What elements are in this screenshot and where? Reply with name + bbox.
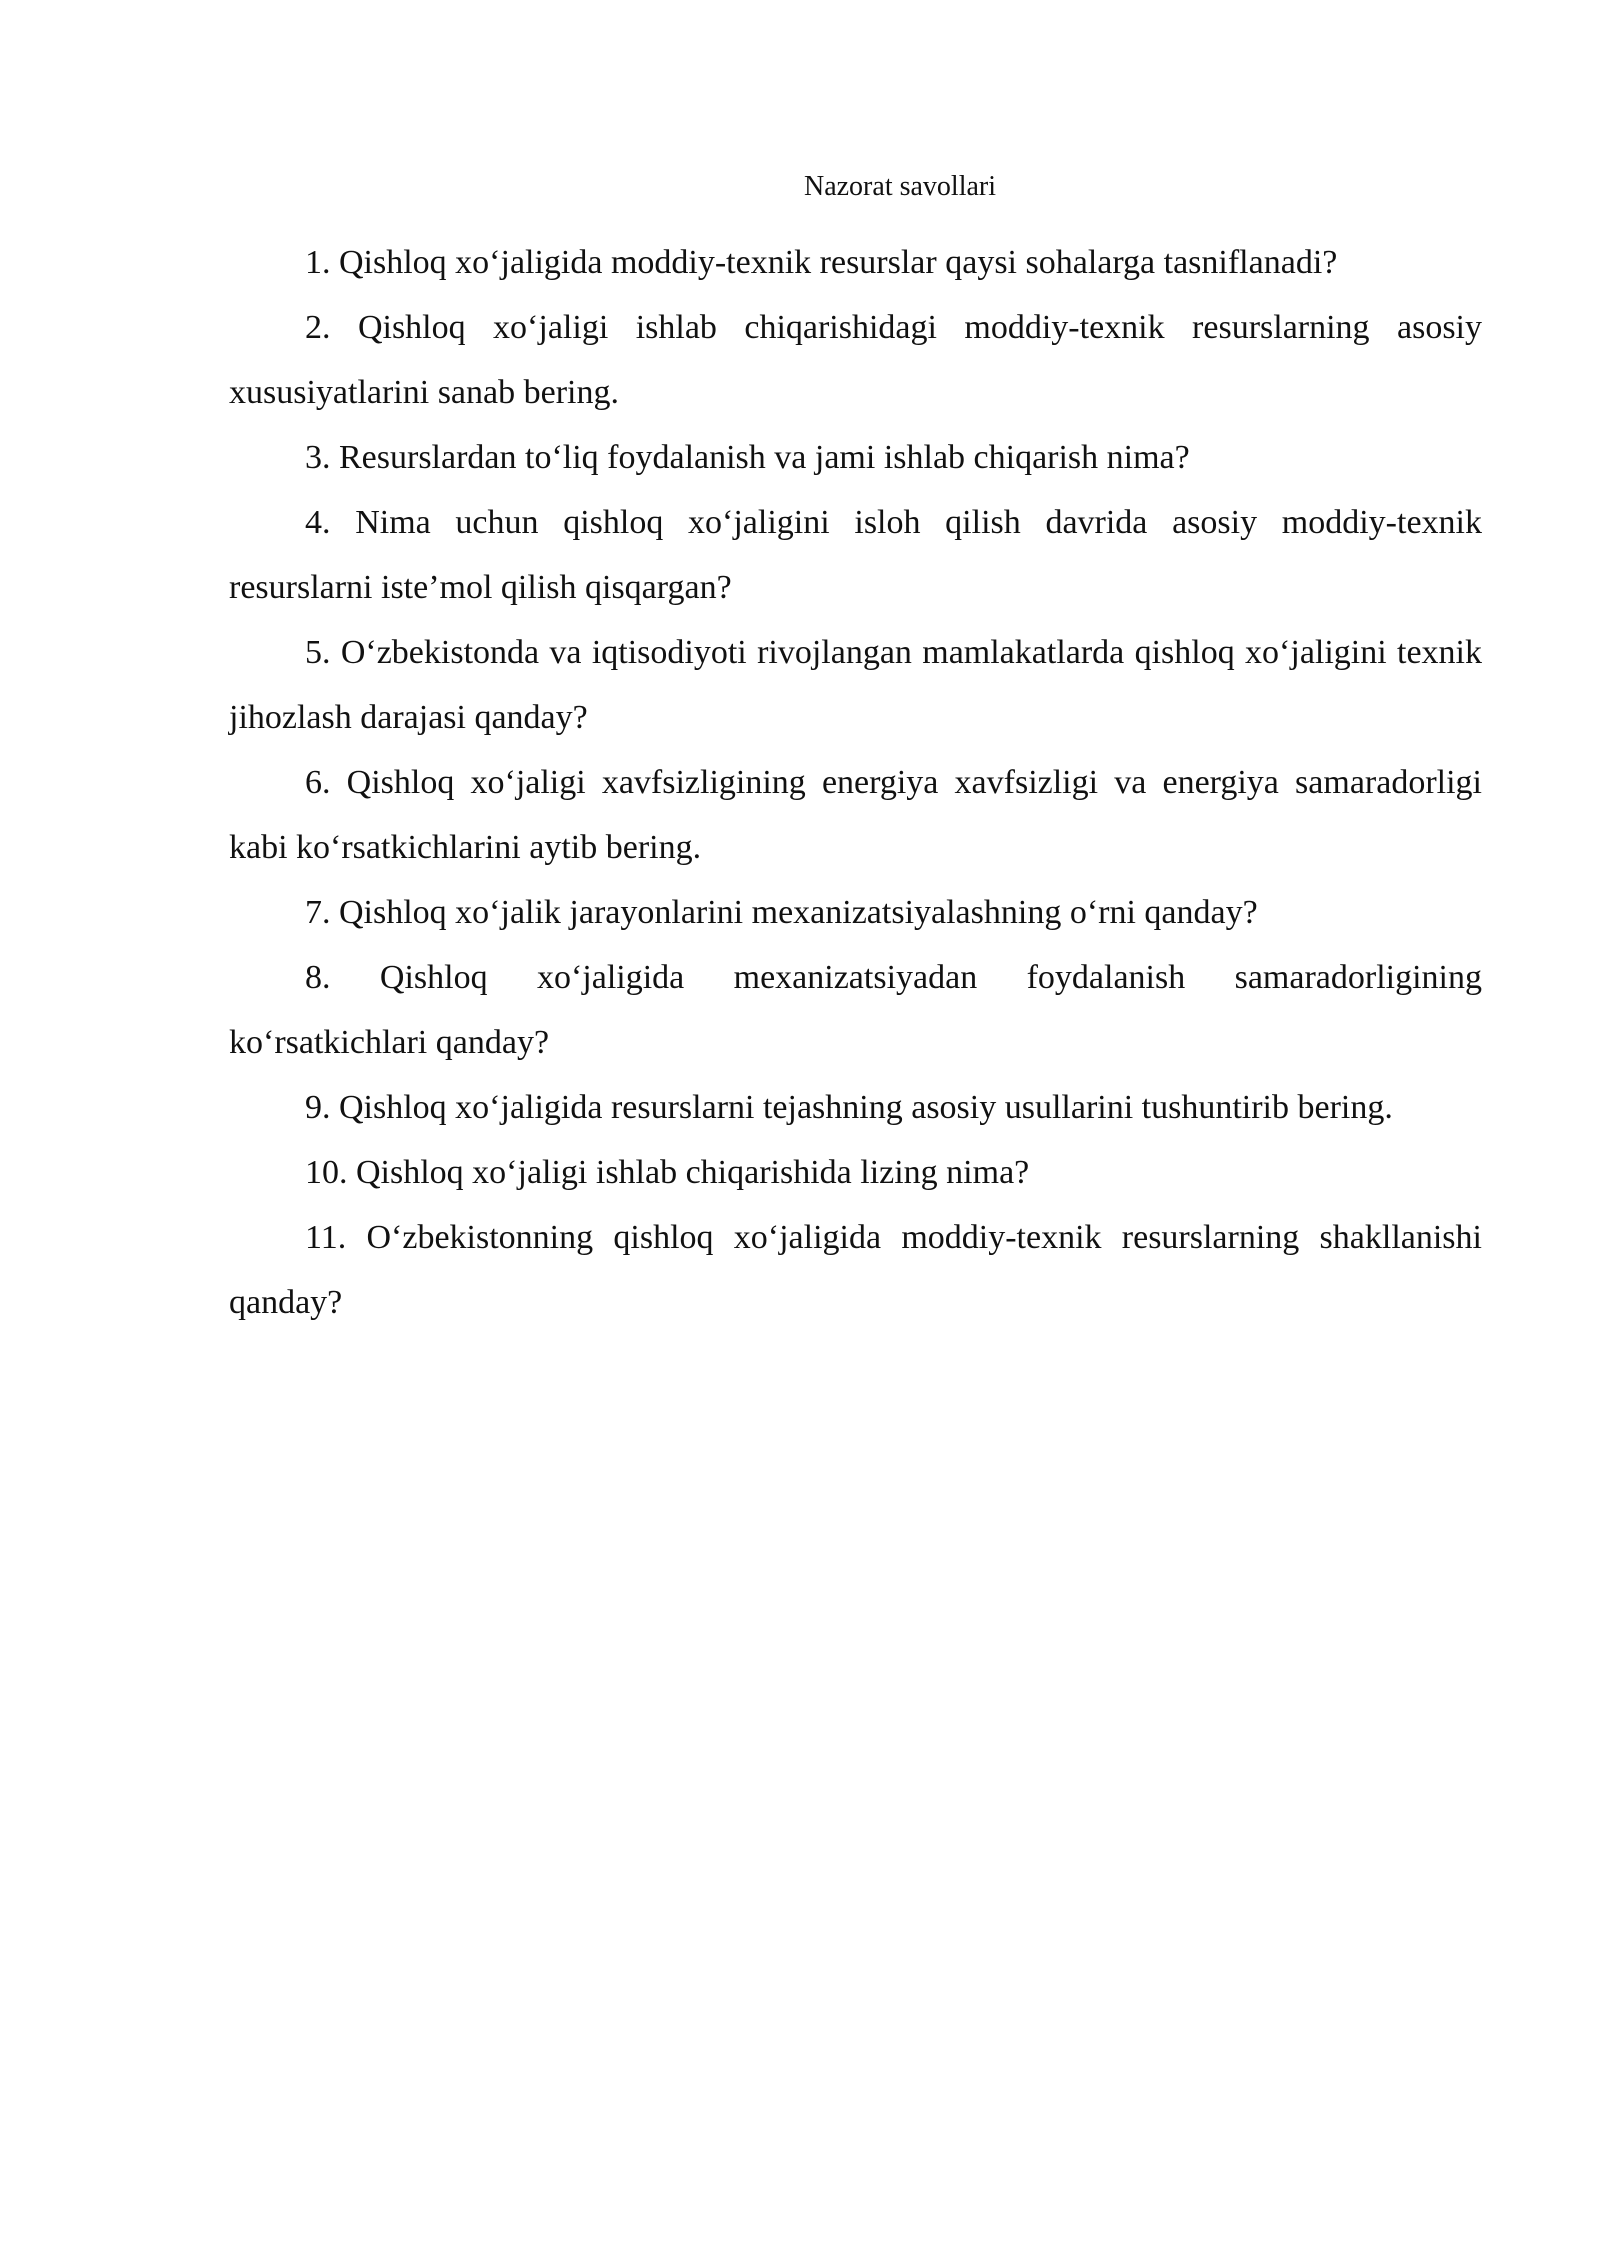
question-item: 10. Qishloq xo‘jaligi ishlab chiqarishida lizing nima? <box>305 1154 1030 1191</box>
question-list <box>229 230 1482 1335</box>
page-title: Nazorat savollari <box>803 171 997 202</box>
question-item: 4. Nima uchun qishloq xo‘jaligini isloh qilish davrida asosiy moddiy-texnik resurslarni iste’mol qilish qisqargan? <box>229 504 1482 606</box>
question-item: 9. Qishloq xo‘jaligida resurslarni tejashning asosiy usullarini tushuntirib bering. <box>305 1089 1393 1126</box>
question-item: 8. Qishloq xo‘jaligida mexanizatsiyadan foydalanish samaradorligining ko‘rsatkichlari qanday? <box>229 959 1482 1061</box>
question-item: 1. Qishloq xo‘jaligida moddiy-texnik resurslar qaysi sohalarga tasniflanadi? <box>305 244 1338 281</box>
question-item: 3. Resurslardan to‘liq foydalanish va jami ishlab chiqarish nima? <box>305 439 1190 476</box>
question-item: 2. Qishloq xo‘jaligi ishlab chiqarishidagi moddiy-texnik resurslarning asosiy xususiyatlarini sanab bering. <box>229 309 1482 411</box>
question-item: 7. Qishloq xo‘jalik jarayonlarini mexanizatsiyalashning o‘rni qanday? <box>305 894 1258 931</box>
question-item: 5. O‘zbekistonda va iqtisodiyoti rivojlangan mamlakatlarda qishloq xo‘jaligini texnik jihozlash darajasi qanday? <box>229 634 1482 736</box>
question-item: 11. O‘zbekistonning qishloq xo‘jaligida moddiy-texnik resurslarning shakllanishi qanday? <box>229 1219 1482 1321</box>
question-item: 6. Qishloq xo‘jaligi xavfsizligining energiya xavfsizligi va energiya samaradorligi kabi ko‘rsatkichlarini aytib bering. <box>229 764 1482 866</box>
